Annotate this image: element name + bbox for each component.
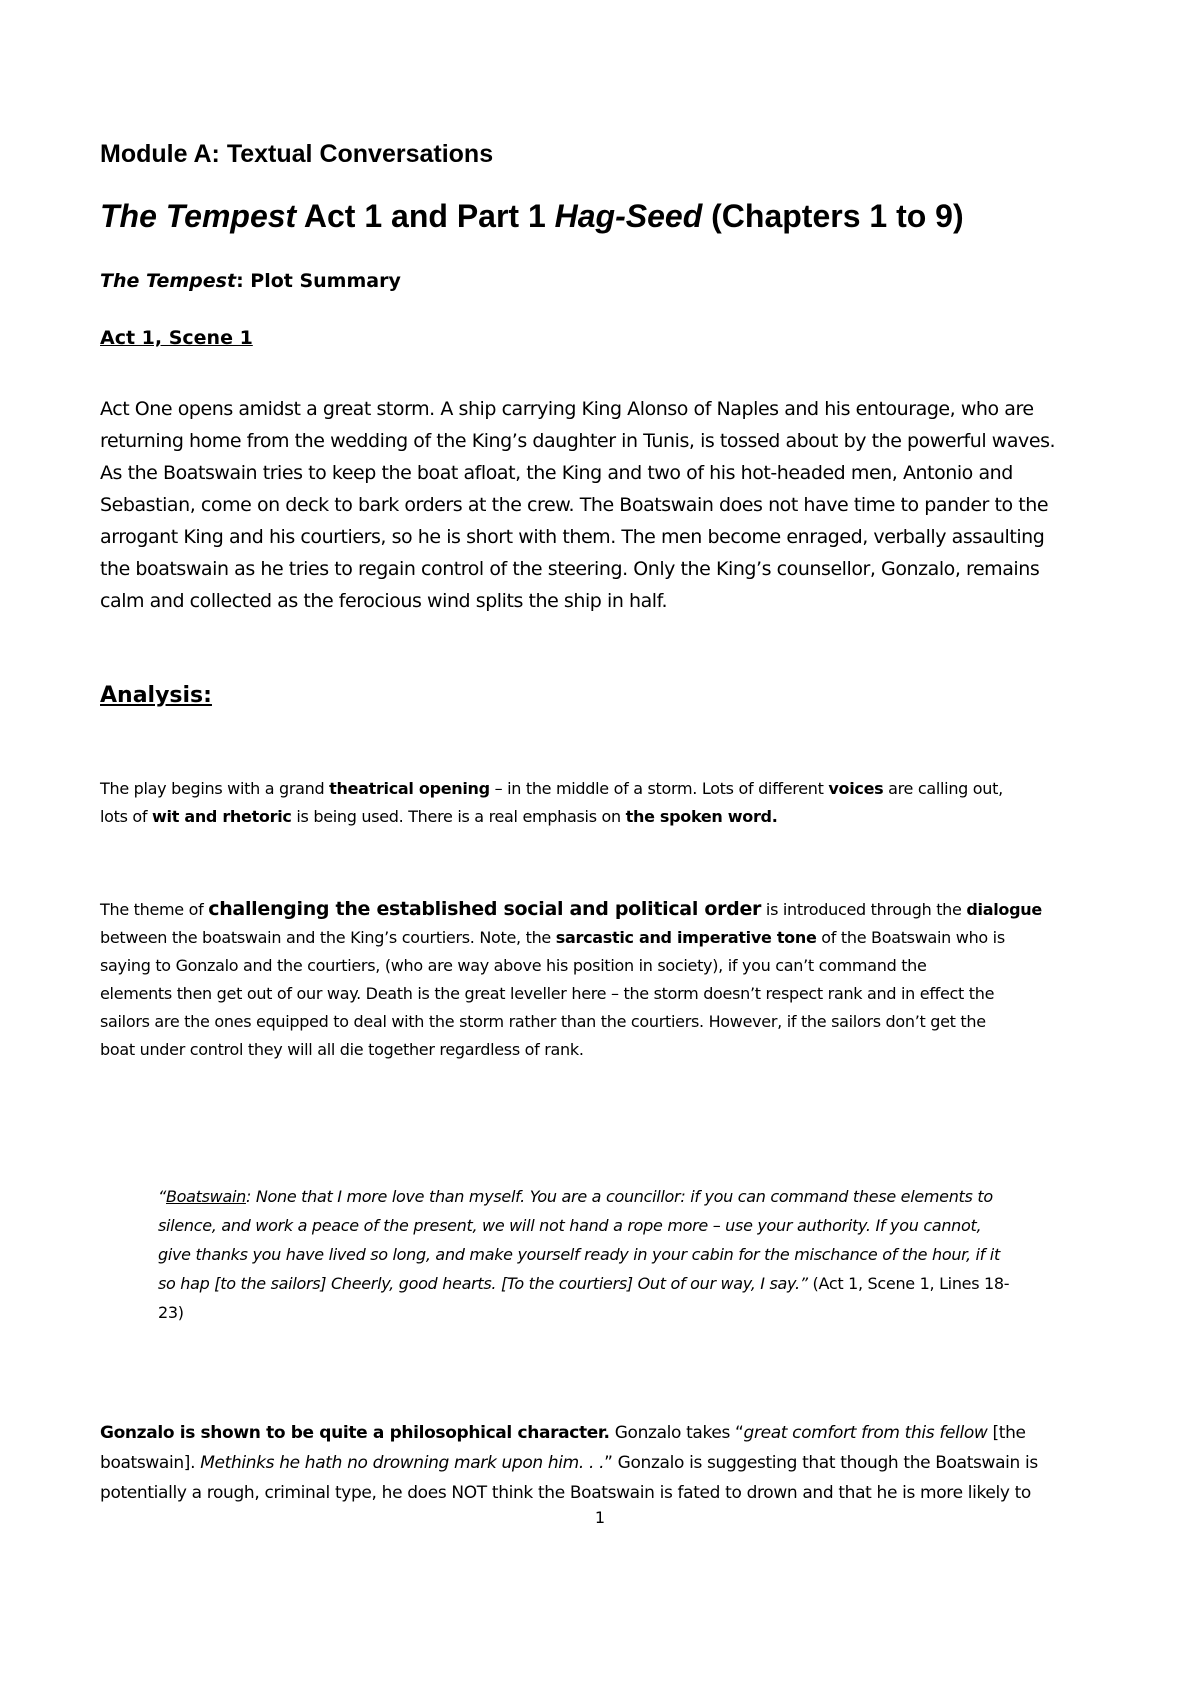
quote-line: 23)	[158, 1303, 184, 1322]
quote-line	[158, 1182, 1128, 1211]
paragraph-line: potentially a rough, criminal type, he does NOT think the Boatswain is fated to drown and that he is more likely to	[100, 1483, 1031, 1503]
page-title	[100, 196, 964, 236]
emphasis-dialogue: dialogue	[966, 900, 1042, 919]
emphasis-voices: voices	[828, 779, 884, 798]
title-act-part: Act 1 and Part 1	[296, 198, 555, 234]
quote-reference: (Act 1, Scene 1, Lines 18-	[807, 1274, 1010, 1293]
quote-line	[158, 1269, 1128, 1298]
text-run: Methinks he hath no drowning mark upon him. . .	[200, 1453, 605, 1473]
scene-heading: Act 1, Scene 1	[100, 327, 253, 349]
text-run: The play begins with a grand	[100, 779, 330, 798]
paragraph-line	[100, 1418, 1150, 1448]
paragraph-line	[100, 775, 1150, 803]
text-run: great comfort from this fellow	[743, 1423, 988, 1443]
text-run: ” Gonzalo is suggesting that though the Boatswain is	[604, 1453, 1038, 1473]
emphasis-theme: challenging the established social and political order	[208, 898, 762, 920]
plot-summary-label: : Plot Summary	[236, 270, 401, 292]
emphasis-gonzalo: Gonzalo is shown to be quite a philosophical character.	[100, 1423, 610, 1443]
text-run: lots of	[100, 807, 153, 826]
analysis-heading: Analysis:	[100, 683, 212, 708]
paragraph-line	[100, 895, 1150, 924]
summary-line: Act One opens amidst a great storm. A ship carrying King Alonso of Naples and his entourage, who are	[100, 398, 1034, 420]
paragraph-line	[100, 803, 1150, 831]
text-run: is introduced through the	[761, 900, 967, 919]
text-run: – in the middle of a storm. Lots of different	[489, 779, 829, 798]
summary-line: returning home from the wedding of the King’s daughter in Tunis, is tossed about by the powerful waves.	[100, 430, 1056, 452]
quote-speaker: Boatswain	[166, 1187, 246, 1206]
emphasis-spoken-word: the spoken word.	[625, 807, 778, 826]
paragraph-line: saying to Gonzalo and the courtiers, (who are way above his position in society), if you can’t command the	[100, 956, 927, 975]
analysis-paragraph-theme	[100, 895, 1150, 1064]
text-run: are calling out,	[883, 779, 1003, 798]
text-run: is being used. There is a real emphasis on	[291, 807, 626, 826]
quote-line: silence, and work a peace of the present, we will not hand a rope more – use your authority. If you cannot,	[158, 1216, 982, 1235]
text-run: The theme of	[100, 900, 209, 919]
paragraph-line: sailors are the ones equipped to deal with the storm rather than the courtiers. However, if the sailors don’t get the	[100, 1012, 986, 1031]
text-run: [the	[987, 1423, 1026, 1443]
analysis-paragraph-gonzalo	[100, 1418, 1150, 1508]
text-run: boatswain].	[100, 1453, 201, 1473]
analysis-paragraph-opening	[100, 775, 1150, 831]
summary-line: the boatswain as he tries to regain control of the steering. Only the King’s counsellor, Gonzalo, remains	[100, 558, 1040, 580]
text-run: between the boatswain and the King’s courtiers. Note, the	[100, 928, 556, 947]
paragraph-line	[100, 924, 1150, 952]
plot-summary-paragraph	[100, 393, 1150, 617]
summary-line: Sebastian, come on deck to bark orders at the crew. The Boatswain does not have time to pander to the	[100, 494, 1049, 516]
emphasis-theatrical-opening: theatrical opening	[329, 779, 490, 798]
title-work-tempest: The Tempest	[100, 198, 297, 234]
summary-line: As the Boatswain tries to keep the boat afloat, the King and two of his hot-headed men, Antonio and	[100, 462, 1013, 484]
text-run: : None that I more love than myself. You are a councillor: if you can command these elements to	[245, 1187, 993, 1206]
open-quote: “	[158, 1187, 166, 1206]
text-run: Gonzalo takes “	[609, 1423, 744, 1443]
summary-line: calm and collected as the ferocious wind splits the ship in half.	[100, 590, 668, 612]
title-work-hagseed: Hag-Seed	[554, 198, 703, 234]
paragraph-line: elements then get out of our way. Death is the great leveller here – the storm doesn’t respect rank and in effect the	[100, 984, 995, 1003]
page-number: 1	[594, 1508, 606, 1527]
text-run: so hap [to the sailors] Cheerly, good hearts. [To the courtiers] Out of our way, I say.”	[158, 1274, 808, 1293]
paragraph-line	[100, 1448, 1150, 1478]
plot-summary-work: The Tempest	[100, 270, 237, 292]
quote-line: give thanks you have lived so long, and make yourself ready in your cabin for the mischance of the hour, if it	[158, 1245, 1000, 1264]
module-title: Module A: Textual Conversations	[100, 140, 494, 168]
text-run: of the Boatswain who is	[816, 928, 1005, 947]
paragraph-line: boat under control they will all die together regardless of rank.	[100, 1040, 584, 1059]
emphasis-tone: sarcastic and imperative tone	[555, 928, 817, 947]
emphasis-wit-rhetoric: wit and rhetoric	[152, 807, 292, 826]
title-chapters: (Chapters 1 to 9)	[702, 198, 964, 234]
boatswain-quote	[158, 1182, 1128, 1327]
plot-summary-heading	[100, 268, 401, 294]
summary-line: arrogant King and his courtiers, so he is short with them. The men become enraged, verbally assaulting	[100, 526, 1045, 548]
